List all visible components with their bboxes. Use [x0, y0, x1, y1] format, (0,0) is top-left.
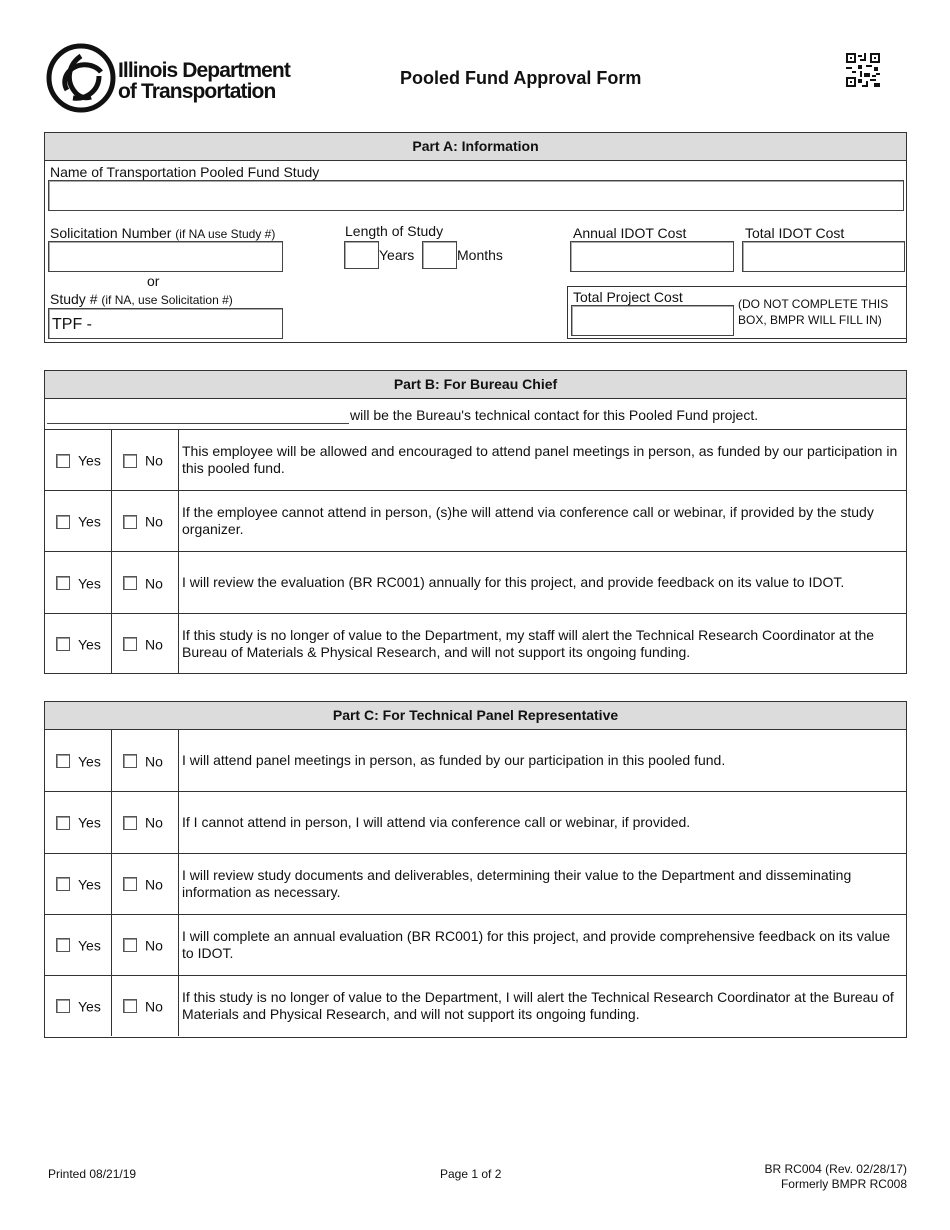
- total-project-cost-input[interactable]: [571, 305, 734, 336]
- no-label: No: [145, 636, 163, 653]
- table-row: [45, 552, 906, 614]
- table-row: [45, 853, 906, 914]
- annual-idot-cost-input[interactable]: [570, 241, 734, 272]
- or-label: or: [147, 273, 160, 289]
- technical-contact-row: [45, 399, 906, 429]
- solicitation-label: [50, 225, 275, 241]
- yes-checkbox[interactable]: [56, 515, 70, 529]
- no-checkbox[interactable]: [123, 938, 137, 952]
- no-label: No: [145, 998, 163, 1015]
- total-idot-cost-label: Total IDOT Cost: [745, 225, 845, 241]
- no-checkbox[interactable]: [123, 637, 137, 651]
- no-label: No: [145, 513, 163, 530]
- yes-checkbox[interactable]: [56, 938, 70, 952]
- statement-text: If this study is no longer of value to the Department, my staff will alert the Technical Research Coordinator at the Bureau of Materials & Physical Research, and will not support its ongoing funding.: [179, 614, 907, 674]
- statement-text: This employee will be allowed and encouraged to attend panel meetings in person, as funded by our participation in this pooled fund.: [179, 430, 907, 491]
- months-input[interactable]: [422, 241, 457, 269]
- statement-text: If the employee cannot attend in person, (s)he will attend via conference call or webinar, if provided by the study organizer.: [179, 491, 907, 552]
- study-number-label: [50, 291, 233, 307]
- study-number-input[interactable]: TPF -: [48, 308, 283, 339]
- yes-checkbox[interactable]: [56, 877, 70, 891]
- page-number: Page 1 of 2: [440, 1167, 502, 1181]
- statement-text: I will review study documents and deliverables, determining their value to the Department and disseminating information as necessary.: [179, 853, 907, 914]
- total-project-cost-box: [567, 286, 907, 339]
- table-row: [45, 430, 906, 491]
- no-checkbox[interactable]: [123, 999, 137, 1013]
- yes-checkbox[interactable]: [56, 816, 70, 830]
- statement-text: I will complete an annual evaluation (BR RC001) for this project, and provide comprehensive feedback on its value to IDOT.: [179, 914, 907, 975]
- no-label: No: [145, 876, 163, 893]
- yes-checkbox[interactable]: [56, 454, 70, 468]
- form-title: Pooled Fund Approval Form: [400, 68, 642, 88]
- statement-text: I will review the evaluation (BR RC001) annually for this project, and provide feedback on its value to IDOT.: [179, 552, 907, 614]
- total-project-cost-label: Total Project Cost: [573, 289, 683, 305]
- part-b-table: [45, 429, 906, 674]
- yes-label: Yes: [78, 636, 101, 653]
- study-number-note: (if NA, use Solicitation #): [101, 293, 233, 307]
- technical-contact-text: will be the Bureau's technical contact for this Pooled Fund project.: [350, 407, 759, 423]
- no-label: No: [145, 575, 163, 592]
- years-input[interactable]: [344, 241, 379, 269]
- statement-text: I will attend panel meetings in person, as funded by our participation in this pooled fund.: [182, 751, 726, 768]
- study-name-input[interactable]: [48, 180, 904, 211]
- length-of-study-label: Length of Study: [345, 223, 444, 239]
- solicitation-note: (if NA use Study #): [175, 227, 276, 241]
- no-label: No: [145, 452, 163, 469]
- table-row: [45, 491, 906, 552]
- table-row: [45, 791, 906, 853]
- part-a-heading: Part A: Information: [45, 133, 906, 161]
- no-checkbox[interactable]: [123, 576, 137, 590]
- agency-name-line1: Illinois Department: [118, 59, 290, 82]
- yes-label: Yes: [78, 575, 101, 592]
- yes-checkbox[interactable]: [56, 999, 70, 1013]
- study-name-label: Name of Transportation Pooled Fund Study: [50, 164, 320, 180]
- statement-text: If I cannot attend in person, I will attend via conference call or webinar, if provided.: [179, 791, 907, 853]
- yes-label: Yes: [78, 752, 101, 769]
- no-checkbox[interactable]: [123, 754, 137, 768]
- yes-label: Yes: [78, 452, 101, 469]
- solicitation-number-input[interactable]: [48, 241, 283, 272]
- annual-idot-cost-label: Annual IDOT Cost: [573, 225, 687, 241]
- form-id: BR RC004 (Rev. 02/28/17): [764, 1162, 907, 1176]
- months-label: Months: [457, 247, 503, 263]
- total-idot-cost-input[interactable]: [742, 241, 905, 272]
- statement-text: If this study is no longer of value to the Department, I will alert the Technical Research Coordinator at the Bureau of Materials and Physical Research, and will not support its ongoing funding.: [179, 975, 907, 1036]
- form-id-block: [764, 1162, 907, 1192]
- qr-code-icon: [846, 53, 880, 87]
- no-label: No: [145, 937, 163, 954]
- solicitation-label-text: Solicitation Number: [50, 225, 172, 241]
- total-project-cost-note: (DO NOT COMPLETE THIS BOX, BMPR WILL FILL IN): [738, 297, 889, 327]
- no-checkbox[interactable]: [123, 454, 137, 468]
- no-checkbox[interactable]: [123, 515, 137, 529]
- part-a-section: [44, 132, 907, 343]
- yes-label: Yes: [78, 513, 101, 530]
- yes-checkbox[interactable]: [56, 637, 70, 651]
- no-label: No: [145, 814, 163, 831]
- table-row: [45, 975, 906, 1036]
- table-row: [45, 914, 906, 975]
- no-checkbox[interactable]: [123, 816, 137, 830]
- no-checkbox[interactable]: [123, 877, 137, 891]
- yes-label: Yes: [78, 876, 101, 893]
- agency-name: [118, 60, 290, 102]
- idot-logo-icon: [45, 42, 117, 114]
- table-row: [45, 614, 906, 674]
- yes-checkbox[interactable]: [56, 754, 70, 768]
- printed-date: Printed 08/21/19: [48, 1167, 137, 1181]
- yes-label: Yes: [78, 814, 101, 831]
- study-number-label-text: Study #: [50, 291, 98, 307]
- technical-contact-input[interactable]: [47, 405, 349, 424]
- yes-label: Yes: [78, 998, 101, 1015]
- yes-label: Yes: [78, 937, 101, 954]
- part-c-heading: Part C: For Technical Panel Representative: [45, 702, 906, 730]
- formerly-id: Formerly BMPR RC008: [780, 1177, 907, 1191]
- years-label: Years: [379, 247, 415, 263]
- part-b-heading: Part B: For Bureau Chief: [45, 371, 906, 399]
- part-b-section: [44, 370, 907, 674]
- part-c-table: [45, 730, 906, 1036]
- agency-name-line2: of Transportation: [118, 80, 276, 103]
- no-label: No: [145, 752, 163, 769]
- part-c-section: [44, 701, 907, 1038]
- yes-checkbox[interactable]: [56, 576, 70, 590]
- table-row: [45, 730, 906, 791]
